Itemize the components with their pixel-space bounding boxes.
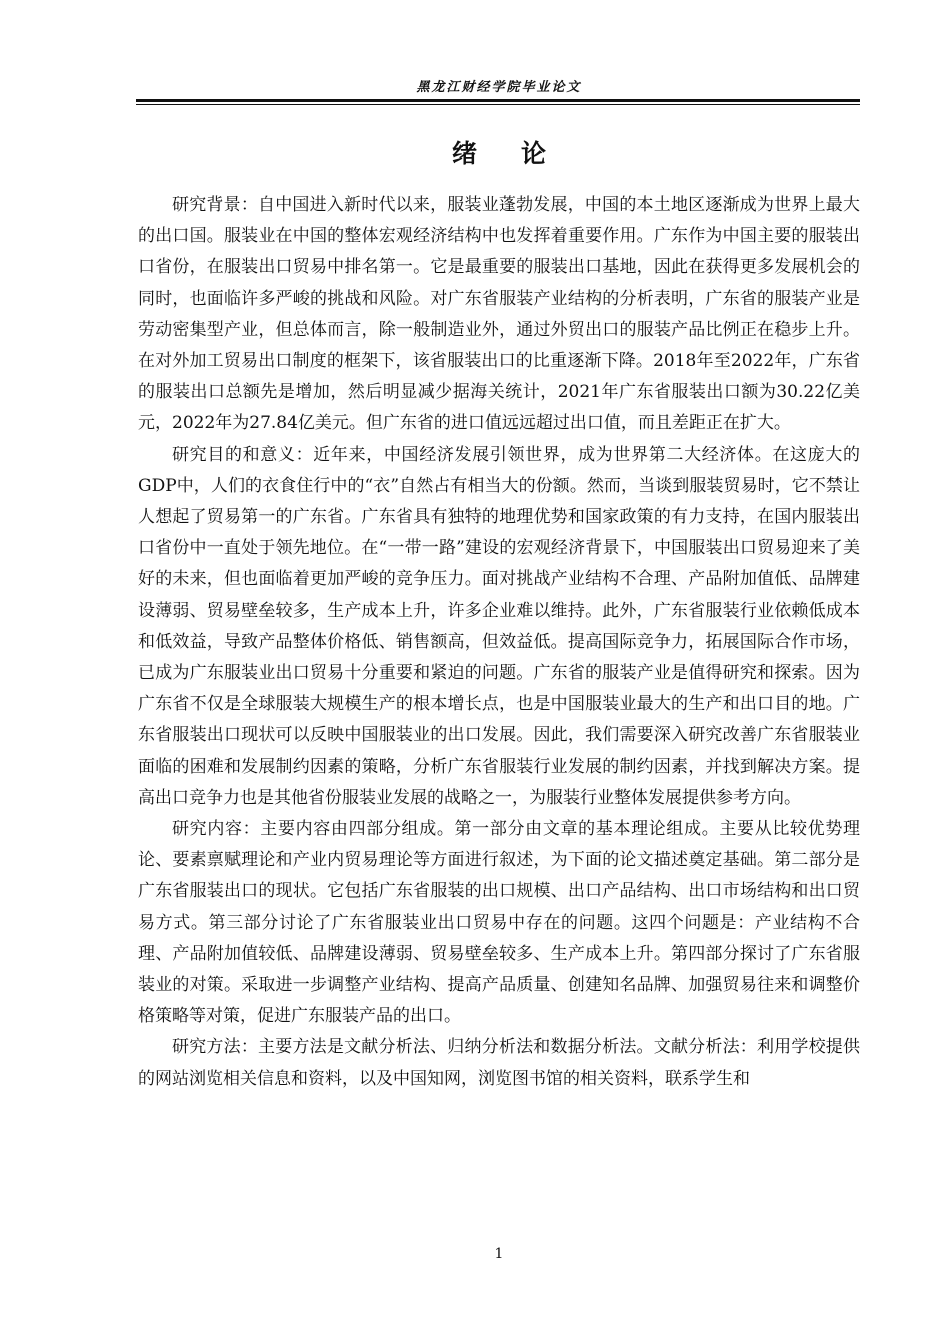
header-rule-thin <box>136 104 860 105</box>
running-header-title: 黑龙江财经学院毕业论文 <box>416 80 582 95</box>
header-rule-thick <box>136 99 860 102</box>
paragraph-background: 研究背景：自中国进入新时代以来，服装业蓬勃发展，中国的本土地区逐渐成为世界上最大的出口国。服装业在中国的整体宏观经济结构中也发挥着重要作用。广东作为中国主要的服装出口省份，在服装出口贸易中排名第一。它是最重要的服装出口基地，因此在获得更多发展机会的同时，也面临许多严峻的挑战和风险。对广东省服装产业结构的分析表明，广东省的服装产业是劳动密集型产业，但总体而言，除一般制造业外，通过外贸出口的服装产品比例正在稳步上升。在对外加工贸易出口制度的框架下，该省服装出口的比重逐渐下降。2018年至2022年，广东省的服装出口总额先是增加，然后明显减少据海关统计，2021年广东省服装出口额为30.22亿美元，2022年为27.84亿美元。但广东省的进口值远远超过出口值，而且差距正在扩大。 <box>138 195 860 434</box>
paragraph-content: 研究内容：主要内容由四部分组成。第一部分由文章的基本理论组成。主要从比较优势理论、要素禀赋理论和产业内贸易理论等方面进行叙述，为下面的论文描述奠定基础。第二部分是广东省服装出口的现状。它包括广东省服装的出口规模、出口产品结构、出口市场结构和出口贸易方式。第三部分讨论了广东省服装业出口贸易中存在的问题。这四个问题是：产业结构不合理、产品附加值较低、品牌建设薄弱、贸易壁垒较多、生产成本上升。第四部分探讨了广东省服装业的对策。采取进一步调整产业结构、提高产品质量、创建知名品牌、加强贸易往来和调整价格策略等对策，促进广东服装产品的出口。 <box>138 819 860 1027</box>
section-title: 绪论 <box>451 139 590 168</box>
paragraph-purpose: 研究目的和意义：近年来，中国经济发展引领世界，成为世界第二大经济体。在这庞大的GDP中，人们的衣食住行中的“衣”自然占有相当大的份额。然而，当谈到服装贸易时，它不禁让人想起了贸易第一的广东省。广东省具有独特的地理优势和国家政策的有力支持，在国内服装出口省份中一直处于领先地位。在“一带一路”建设的宏观经济背景下，中国服装出口贸易迎来了美好的未来，但也面临着更加严峻的竞争压力。面对挑战产业结构不合理、产品附加值低、品牌建设薄弱、贸易壁垒较多，生产成本上升，许多企业难以维持。此外，广东省服装行业依赖低成本和低效益，导致产品整体价格低、销售额高，但效益低。提高国际竞争力，拓展国际合作市场，已成为广东服装业出口贸易十分重要和紧迫的问题。广东省的服装产业是值得研究和探索。因为广东省不仅是全球服装大规模生产的根本增长点，也是中国服装业最大的生产和出口目的地。广东省服装出口现状可以反映中国服装业的出口发展。因此，我们需要深入研究改善广东省服装业面临的困难和发展制约因素的策略，分析广东省服装行业发展的制约因素，并找到解决方案。提高出口竞争力也是其他省份服装业发展的战略之一，为服装行业整体发展提供参考方向。 <box>138 444 860 808</box>
body-text <box>138 190 860 1095</box>
paragraph-method: 研究方法：主要方法是文献分析法、归纳分析法和数据分析法。文献分析法：利用学校提供的网站浏览相关信息和资料，以及中国知网，浏览图书馆的相关资料，联系学生和 <box>138 1037 860 1089</box>
page-number: 1 <box>494 1246 504 1262</box>
